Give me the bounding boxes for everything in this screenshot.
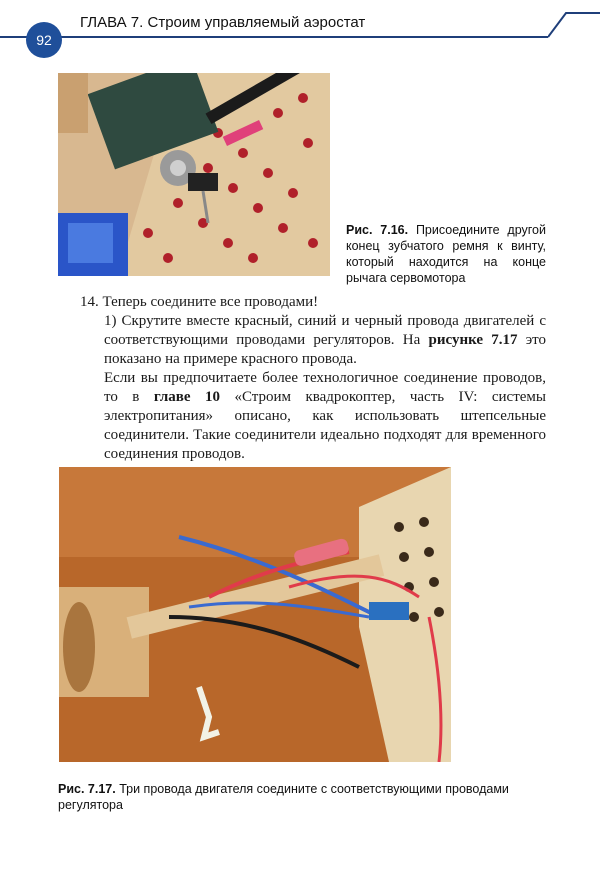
- figure-7-17-photo: [59, 467, 451, 762]
- paragraph-1: [104, 312, 546, 369]
- figure-7-17-caption: [58, 781, 548, 813]
- figure-7-17-text: Три провода двигателя соедините с соответствующими проводами регулятора: [58, 782, 509, 812]
- paragraph-1-start: 1) Скрутите вместе красный, синий и черный провода двигателей с соответствующими проводами регуляторов. На: [104, 313, 546, 348]
- chapter-title: ГЛАВА 7. Строим управляемый аэростат: [80, 14, 366, 31]
- paragraph-2: [104, 369, 546, 464]
- chapter-reference: главе 10: [153, 389, 220, 405]
- paragraph-2-start: Если вы предпочитаете более технологичное соединение проводов, то в: [104, 370, 546, 405]
- header-slant-decoration: [548, 12, 600, 38]
- figure-7-16-text: Присоедините другой конец зубчатого ремня к винту, который находится на конце рычага сервомотора: [346, 223, 546, 285]
- paragraph-2-end: «Строим квадрокоптер, часть IV: системы электропитания» описано, как использовать штепсельные соединители. Такие соединители идеально подходят для временного соединения проводов.: [104, 389, 546, 462]
- header-rule: [0, 36, 548, 38]
- paragraph-1-end: это показано на примере красного провода.: [104, 332, 547, 367]
- figure-7-17-label: Рис. 7.17.: [58, 782, 116, 796]
- step-14-heading: 14. Теперь соедините все проводами!: [80, 294, 319, 310]
- figure-7-16-photo: [58, 73, 330, 276]
- figure-7-16-caption: [346, 222, 546, 286]
- page-number-badge: 92: [26, 22, 62, 58]
- figure-reference: рисунке 7.17: [428, 332, 518, 348]
- figure-7-16-label: Рис. 7.16.: [346, 223, 409, 237]
